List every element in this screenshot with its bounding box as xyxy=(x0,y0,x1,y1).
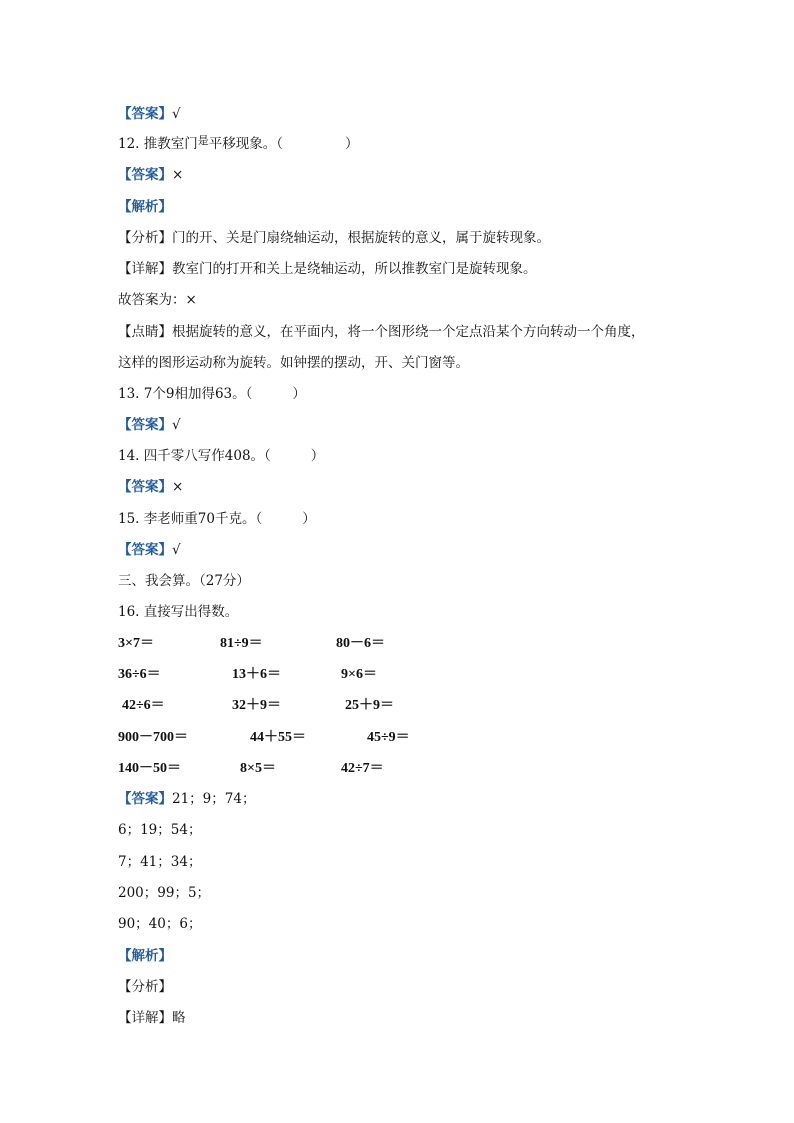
fenxi-tag: 【分析】 xyxy=(118,230,172,246)
answer-tag: 【答案】 xyxy=(118,417,172,433)
analysis-tag: 【解析】 xyxy=(118,199,172,215)
q11-answer-line xyxy=(118,104,181,124)
fenxi-text: 门的开、关是门扇绕轴运动，根据旋转的意义，属于旋转现象。 xyxy=(172,230,550,246)
question-12 xyxy=(118,134,359,155)
q16-fenxi-tag: 【分析】 xyxy=(118,979,172,995)
xiangjie-text: 略 xyxy=(172,1010,186,1026)
answer-tag: 【答案】 xyxy=(118,542,172,558)
paren-close: ） xyxy=(310,448,325,464)
q14-answer-line xyxy=(118,477,183,497)
question-number: 12. xyxy=(118,136,140,152)
section-3-title: 三、我会算。（27分） xyxy=(118,573,250,589)
question-text-a: 推教室门 xyxy=(143,136,198,152)
analysis-tag: 【解析】 xyxy=(118,948,172,964)
paren-close: ） xyxy=(302,511,316,527)
question-13 xyxy=(118,384,306,404)
q12-answer-line xyxy=(118,165,183,185)
question-text-sup: 是 xyxy=(197,134,209,147)
answer-tag: 【答案】 xyxy=(118,106,172,122)
q16-answer-row: 200；99；5； xyxy=(118,885,211,901)
q16-answer-line xyxy=(118,789,255,809)
xiangjie-text: 教室门的打开和关上是绕轴运动，所以推教室门是旋转现象。 xyxy=(172,261,537,277)
q12-analysis-tag xyxy=(118,197,172,217)
math-item: 42÷7＝ xyxy=(341,761,384,776)
math-item: 45÷9＝ xyxy=(367,730,410,745)
question-text-b: 平移现象。（ xyxy=(208,136,284,152)
math-item: 3×7＝ xyxy=(118,636,154,651)
q12-dianjing-line2: 这样的图形运动称为旋转。如钟摆的摆动，开、关门窗等。 xyxy=(118,355,469,371)
math-item: 42÷6＝ xyxy=(122,698,165,713)
dianjing-tag: 【点睛】 xyxy=(118,324,172,340)
math-item: 900－700＝ xyxy=(118,730,188,745)
math-item: 25＋9＝ xyxy=(345,698,394,713)
math-item: 140－50＝ xyxy=(118,761,181,776)
paren-close: ） xyxy=(345,136,359,152)
paren-close: ） xyxy=(292,386,306,402)
q12-final-answer: 故答案为：× xyxy=(118,292,197,308)
math-item: 9×6＝ xyxy=(341,667,377,682)
xiangjie-tag: 【详解】 xyxy=(118,1010,172,1026)
answer-value: √ xyxy=(172,417,181,433)
answer-value: √ xyxy=(172,542,181,558)
answer-tag: 【答案】 xyxy=(118,479,172,495)
math-item: 36÷6＝ xyxy=(118,667,161,682)
q16-xiangjie xyxy=(118,1008,186,1028)
math-item: 8×5＝ xyxy=(240,761,276,776)
q16-answer-row: 90；40；6； xyxy=(118,916,202,932)
math-item: 32＋9＝ xyxy=(232,698,281,713)
q16-analysis-tag xyxy=(118,946,172,966)
answer-value: 21；9；74； xyxy=(172,791,256,807)
q15-answer-line xyxy=(118,540,181,560)
q13-answer-line xyxy=(118,415,181,435)
question-text: 13. 7个9相加得63。（ xyxy=(118,386,253,402)
q16-answer-row: 7；41；34； xyxy=(118,854,202,870)
xiangjie-tag: 【详解】 xyxy=(118,261,172,277)
math-item: 81÷9＝ xyxy=(220,636,263,651)
answer-tag: 【答案】 xyxy=(118,791,172,807)
answer-tag: 【答案】 xyxy=(118,167,172,183)
answer-value: × xyxy=(172,167,184,183)
q16-answer-row: 6；19；54； xyxy=(118,822,202,838)
q12-xiangjie xyxy=(118,259,537,279)
question-text: 15. 李老师重70千克。（ xyxy=(118,511,263,527)
math-item: 44＋55＝ xyxy=(250,730,306,745)
question-15 xyxy=(118,509,316,529)
math-item: 80－6＝ xyxy=(336,636,385,651)
q12-fenxi xyxy=(118,228,550,248)
question-14 xyxy=(118,446,324,466)
math-item: 13＋6＝ xyxy=(232,667,281,682)
answer-value: √ xyxy=(172,106,181,122)
question-16: 16. 直接写出得数。 xyxy=(118,604,239,620)
question-text: 14. 四千零八写作408。（ xyxy=(118,448,271,464)
q12-dianjing-line1 xyxy=(118,322,645,342)
answer-value: × xyxy=(172,479,184,495)
dianjing-text: 根据旋转的意义，在平面内，将一个图形绕一个定点沿某个方向转动一个角度， xyxy=(172,324,645,340)
